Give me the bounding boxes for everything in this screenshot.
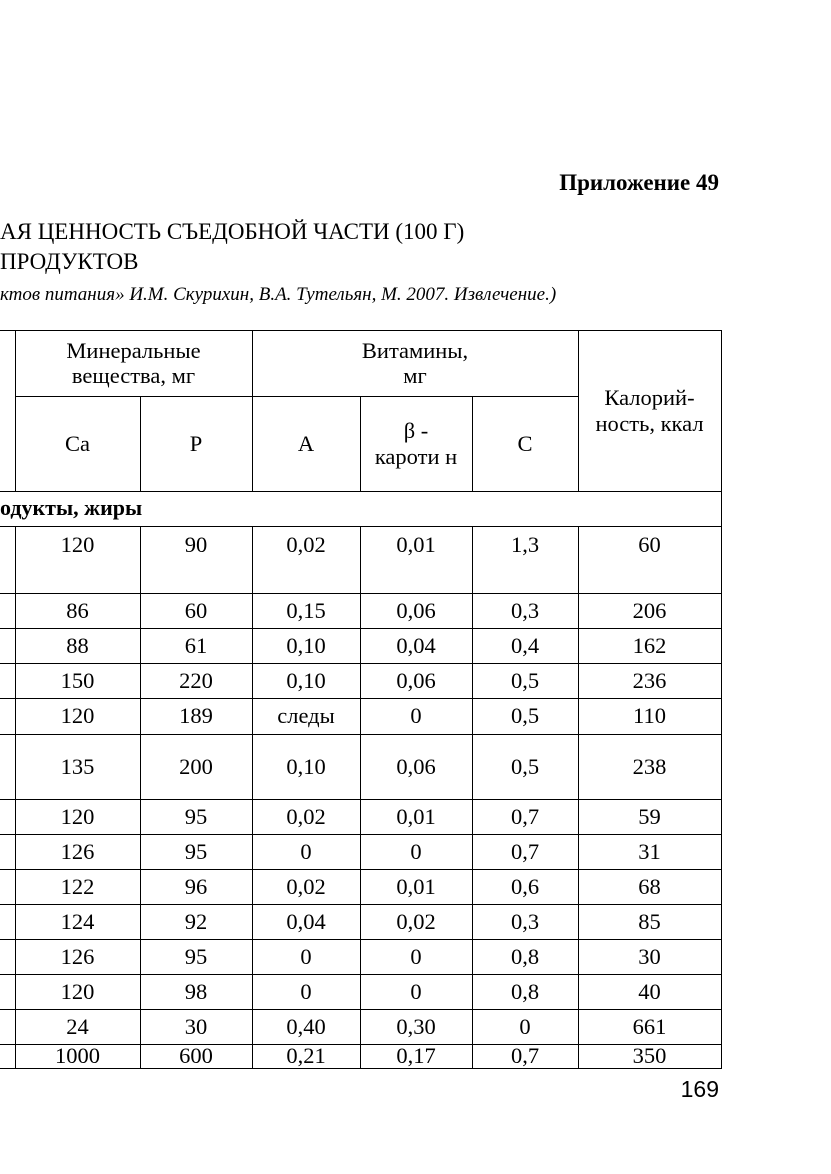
table-rule-vertical (721, 491, 722, 526)
table-cell: 0,8 (510, 943, 540, 969)
table-rule-vertical (721, 330, 722, 491)
table-cell: 0,02 (286, 803, 326, 829)
table-cell: 0,01 (396, 803, 436, 829)
header-ca: Ca (65, 430, 90, 456)
table-cell: 0 (300, 943, 312, 969)
table-cell: 0,04 (286, 908, 326, 934)
header-p: P (189, 430, 203, 456)
table-cell: 0,3 (510, 908, 540, 934)
page-number: 169 (680, 1076, 719, 1102)
table-cell: 124 (60, 908, 95, 934)
table-cell: 120 (60, 532, 95, 557)
table-cell: 60 (184, 597, 208, 623)
table-cell: 0 (410, 838, 422, 864)
source-citation: ктов питания» И.М. Скурихин, В.А. Тутельян, М. 2007. Извлечение.) (0, 284, 557, 305)
appendix-label: Приложение 49 (559, 170, 719, 195)
table-rule-horizontal (0, 491, 722, 492)
table-cell: 206 (632, 597, 667, 623)
table-cell: 95 (184, 838, 208, 864)
table-cell: 0,8 (510, 978, 540, 1004)
table-cell: 0,06 (396, 753, 436, 779)
table-cell: 61 (184, 632, 208, 658)
table-title-line-1: АЯ ЦЕННОСТЬ СЪЕДОБНОЙ ЧАСТИ (100 Г) (0, 219, 465, 244)
table-cell: 1000 (55, 1043, 100, 1069)
table-cell: 0,01 (396, 532, 436, 557)
table-cell: 120 (60, 803, 95, 829)
table-cell: 0,02 (396, 908, 436, 934)
table-cell: 120 (60, 978, 95, 1004)
table-cell: 0 (410, 703, 422, 729)
header-c: C (517, 430, 533, 456)
table-cell: 220 (179, 667, 213, 693)
table-cell: 350 (632, 1043, 667, 1069)
header-vitamins: Витамины, мг (361, 337, 469, 388)
table-cell: 95 (184, 943, 208, 969)
table-cell: 60 (638, 532, 661, 557)
header-a: A (297, 430, 315, 456)
table-cell: 95 (184, 803, 208, 829)
table-cell: 30 (638, 943, 661, 969)
table-cell: 122 (60, 873, 95, 899)
table-cell: 0,10 (286, 753, 326, 779)
table-cell: 0,06 (396, 597, 436, 623)
table-cell: 238 (632, 753, 667, 779)
table-cell: 0,7 (510, 803, 540, 829)
table-cell: 68 (638, 873, 661, 899)
table-cell: 40 (638, 978, 661, 1004)
table-cell: 600 (179, 1043, 213, 1069)
table-cell: следы (277, 703, 335, 729)
table-cell: 0,10 (286, 667, 326, 693)
table-cell: 0,5 (510, 667, 540, 693)
table-cell: 86 (66, 597, 89, 623)
table-title-line-2: ПРОДУКТОВ (0, 249, 139, 274)
table-cell: 200 (179, 753, 213, 779)
table-rule-vertical (721, 526, 722, 1068)
table-cell: 31 (638, 838, 661, 864)
table-cell: 0 (410, 943, 422, 969)
table-cell: 0,7 (510, 1043, 540, 1069)
table-cell: 0,02 (286, 873, 326, 899)
table-cell: 0,21 (286, 1043, 326, 1069)
table-cell: 236 (632, 667, 667, 693)
table-cell: 162 (632, 632, 667, 658)
header-calories: Калорий-ность, ккал (595, 385, 704, 436)
header-beta-carotene: β - кароти н (374, 418, 458, 469)
table-cell: 90 (184, 532, 208, 557)
table-cell: 1,3 (510, 532, 540, 557)
table-cell: 98 (184, 978, 208, 1004)
table-cell: 110 (633, 703, 666, 729)
table-cell: 189 (179, 703, 213, 729)
table-cell: 30 (184, 1013, 208, 1039)
table-cell: 88 (66, 632, 89, 658)
table-cell: 150 (60, 667, 95, 693)
table-cell: 0,7 (510, 838, 540, 864)
table-cell: 59 (638, 803, 661, 829)
table-cell: 0,01 (396, 873, 436, 899)
header-minerals: Минеральные вещества, мг (66, 337, 201, 388)
table-cell: 0,30 (396, 1013, 436, 1039)
table-cell: 0 (410, 978, 422, 1004)
table-cell: 96 (184, 873, 208, 899)
table-cell: 0,02 (286, 532, 326, 557)
table-cell: 0,15 (286, 597, 326, 623)
table-cell: 0,40 (286, 1013, 326, 1039)
section-heading: одукты, жиры (0, 495, 143, 520)
table-cell: 0,5 (510, 753, 540, 779)
table-cell: 135 (60, 753, 95, 779)
table-cell: 0,06 (396, 667, 436, 693)
table-cell: 24 (66, 1013, 89, 1039)
table-cell: 0,17 (396, 1043, 436, 1069)
table-rule-horizontal (0, 1068, 722, 1069)
table-cell: 0 (300, 838, 312, 864)
table-cell: 0,10 (286, 632, 326, 658)
table-cell: 126 (60, 943, 95, 969)
table-cell: 92 (184, 908, 208, 934)
table-cell: 0,5 (510, 703, 540, 729)
table-cell: 0,4 (510, 632, 540, 658)
table-cell: 120 (60, 703, 95, 729)
table-cell: 85 (638, 908, 661, 934)
table-cell: 661 (632, 1013, 667, 1039)
table-cell: 126 (60, 838, 95, 864)
table-cell: 0,3 (510, 597, 540, 623)
table-cell: 0,04 (396, 632, 436, 658)
table-cell: 0,6 (510, 873, 540, 899)
table-cell: 0 (300, 978, 312, 1004)
table-cell: 0 (519, 1013, 531, 1039)
